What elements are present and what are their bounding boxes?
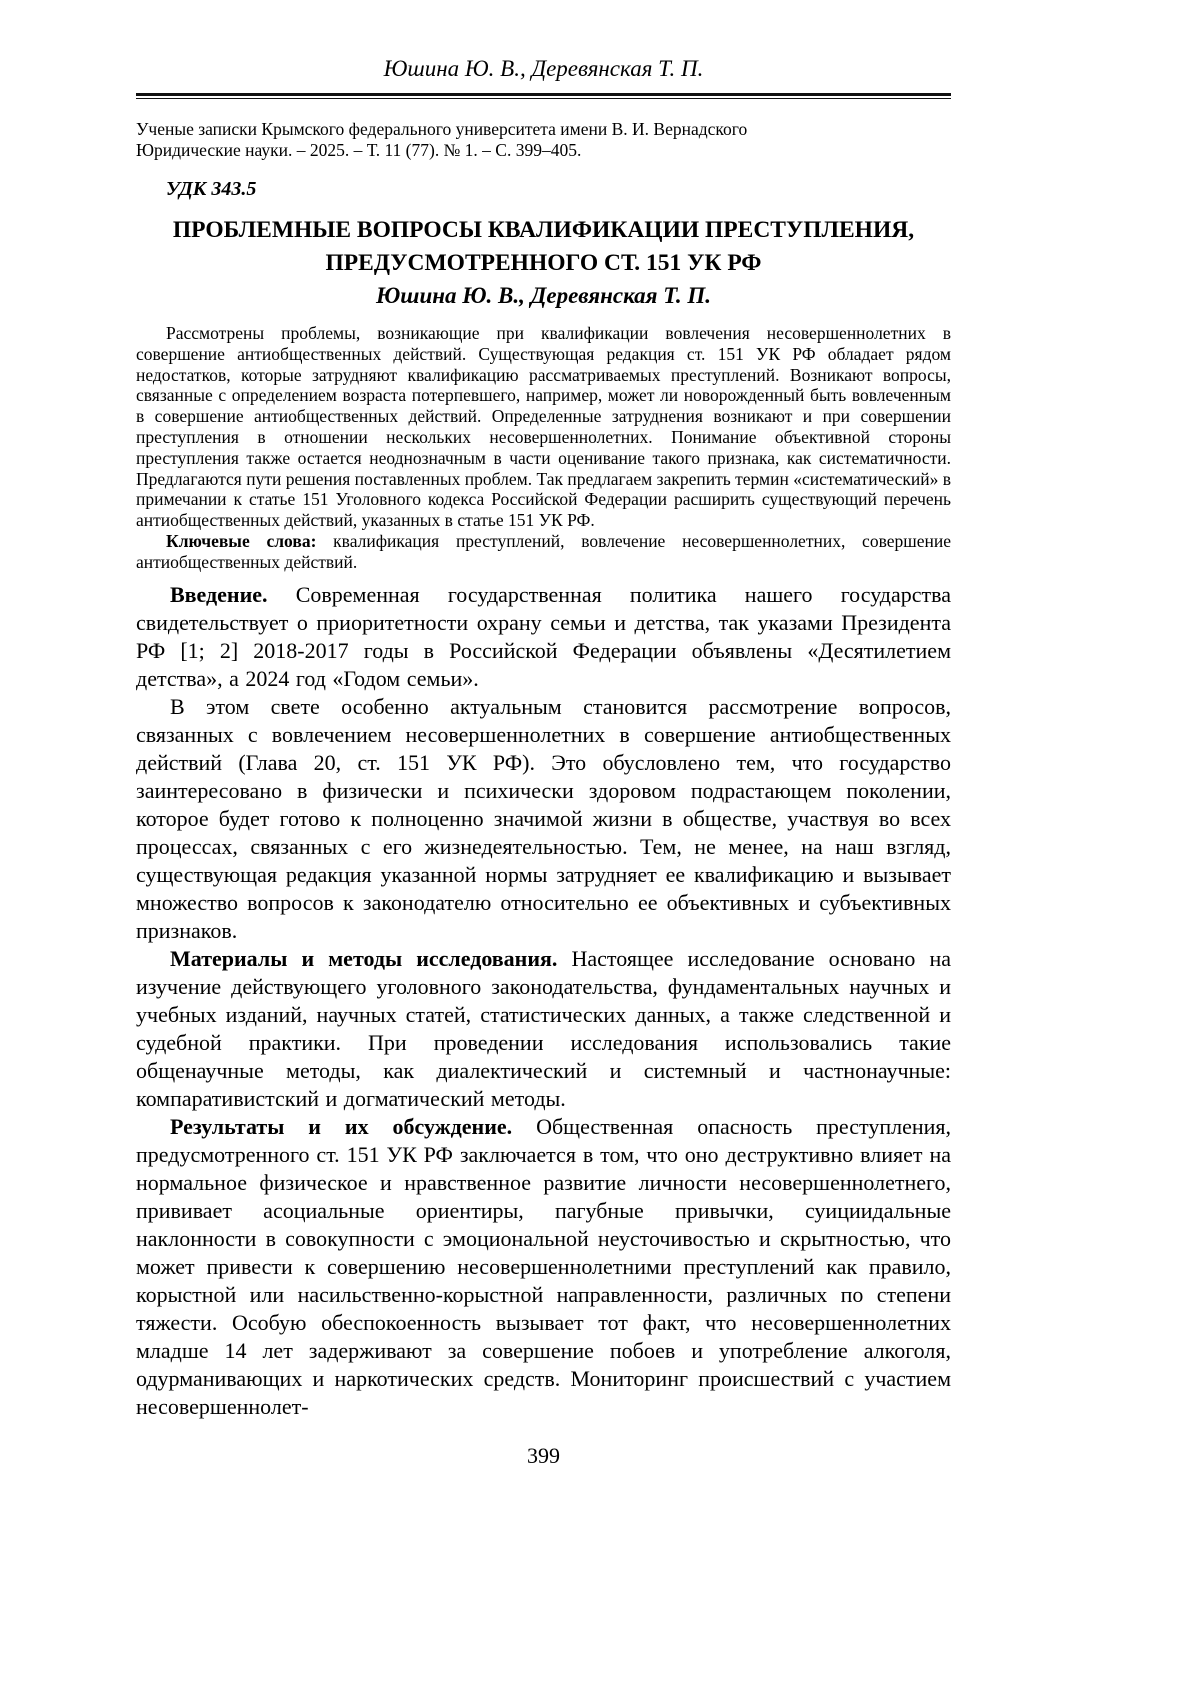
citation-line-1: Ученые записки Крымского федерального университета имени В. И. Вернадского [136, 119, 748, 139]
keywords-text: квалификация преступлений, вовлечение несовершеннолетних, совершение антиобщественных действий. [136, 530, 951, 572]
keywords-paragraph [136, 531, 951, 573]
udk-code: УДК 343.5 [166, 178, 257, 200]
paragraph-introduction [136, 581, 951, 693]
paragraph-materials-methods-text: Настоящее исследование основано на изучение действующего уголовного законодательства, фундаментальных научных и учебных изданий, научных статей, статистических данных, а также следственной и судебной практики. При проведении исследования использовались такие общенаучные методы, как диалектический и системный и частнонаучные: компаративистский и догматический методы. [136, 945, 952, 1111]
running-head: Юшина Ю. В., Деревянская Т. П. [383, 56, 704, 81]
article-title [136, 214, 951, 280]
keywords-label: Ключевые слова: [166, 530, 317, 551]
article-title-line-1: ПРОБЛЕМНЫЕ ВОПРОСЫ КВАЛИФИКАЦИИ ПРЕСТУПЛЕНИЯ, [172, 217, 915, 243]
paragraph-results-discussion [136, 1113, 951, 1421]
paragraph-results-discussion-text: Общественная опасность преступления, предусмотренного ст. 151 УК РФ заключается в том, что оно деструктивно влияет на нормальное физическое и нравственное развитие личности несовершеннолетнего, прививает асоциальные ориентиры, пагубные привычки, суициидальные наклонности в совокупности с эмоциональной неусточивостью и скрытностью, что может привести к совершению несовершеннолетними преступлений как правило, корыстной или насильственно-корыстной направленности, различных по степени тяжести. Особую обеспокоенность вызывает тот факт, что несовершеннолетних младше 14 лет задерживают за совершение побоев и употребление алкоголя, одурманивающих и наркотических средств. Мониторинг происшествий с участием несовершеннолет- [136, 1113, 952, 1419]
paragraph-results-discussion-lead: Результаты и их обсуждение. [170, 1113, 513, 1139]
page-number: 399 [527, 1442, 560, 1468]
header-rule [136, 93, 951, 99]
paragraph-materials-methods [136, 945, 951, 1113]
citation-line-2: Юридические науки. – 2025. – Т. 11 (77). № 1. – С. 399–405. [136, 140, 582, 160]
article-authors: Юшина Ю. В., Деревянская Т. П. [376, 283, 711, 308]
paragraph-materials-methods-lead: Материалы и методы исследования. [170, 945, 558, 971]
paragraph-introduction-lead: Введение. [170, 581, 268, 607]
paragraph-introduction-text: Современная государственная политика нашего государства свидетельствует о приоритетности охрану семьи и детства, так указами Президента РФ [1; 2] 2018-2017 годы в Российской Федерации объявлены «Десятилетием детства», а 2024 год «Годом семьи». [136, 581, 952, 691]
page-content [136, 56, 951, 1469]
article-title-line-2: ПРЕДУСМОТРЕННОГО СТ. 151 УК РФ [325, 250, 762, 276]
abstract-paragraph: Рассмотрены проблемы, возникающие при квалификации вовлечения несовершеннолетних в совершение антиобщественных действий. Существующая редакция ст. 151 УК РФ обладает рядом недостатков, которые затрудняют квалификацию рассматриваемых преступлений. Возникают вопросы, связанные с определением возраста потерпевшего, например, может ли новорожденный быть вовлеченным в совершение антиобщественных действий. Определенные затруднения возникают и при совершении преступления в отношении нескольких несовершеннолетних. Понимание объективной стороны преступления также остается неоднозначным в части оценивание такого признака, как систематичности. Предлагаются пути решения поставленных проблем. Так предлагаем закрепить термин «систематический» в примечании к статье 151 Уголовного кодекса Российской Федерации расширить существующий перечень антиобщественных действий, указанных в статье 151 УК РФ. [136, 323, 951, 531]
paragraph-context: В этом свете особенно актуальным становится рассмотрение вопросов, связанных с вовлечением несовершеннолетних в совершение антиобщественных действий (Глава 20, ст. 151 УК РФ). Это обусловлено тем, что государство заинтересовано в физически и психически здоровом подрастающем поколении, которое будет готово к полноценно значимой жизни в обществе, участвуя во всех процессах, связанных с его жизнедеятельностью. Тем, не менее, на наш взгляд, существующая редакция указанной нормы затрудняет ее квалификацию и вызывает множество вопросов к законодателю относительно ее объективных и субъективных признаков. [136, 693, 951, 943]
journal-citation [136, 119, 951, 161]
